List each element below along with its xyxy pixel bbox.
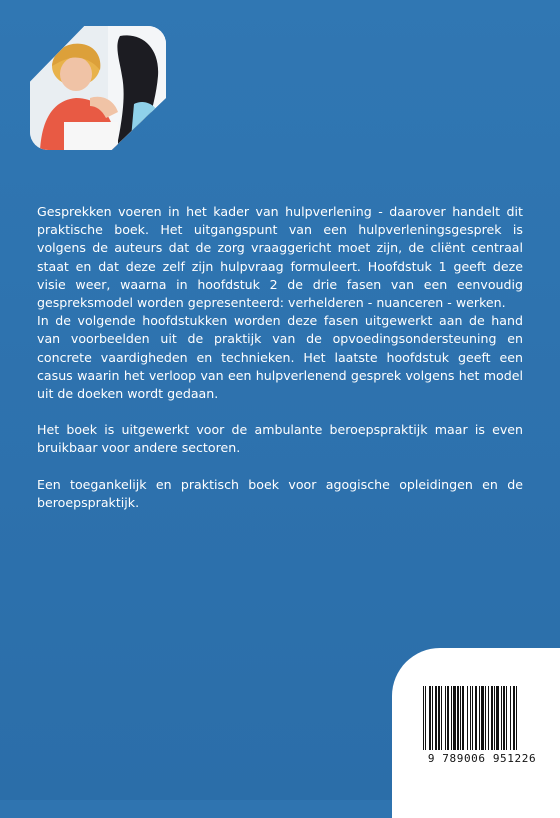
author-photo — [30, 26, 166, 150]
barcode-bar — [447, 686, 449, 750]
barcode-bar — [501, 686, 502, 750]
barcode-bar — [451, 686, 452, 750]
barcode-bar — [432, 686, 433, 750]
barcode-bar — [475, 686, 477, 750]
barcode-bar — [470, 686, 471, 750]
paragraph-1: Gesprekken voeren in het kader van hulpverlening - daarover handelt dit praktische boek. Het uitgangspunt van een hulpverleningsgesprek is volgens de auteurs dat de zorg vraaggericht moet zijn, de cliënt centraal staat en dat deze zelf zijn hulpvraag formuleert. Hoofdstuk 1 geeft deze visie weer, waarna in hoofdstuk 2 de drie fasen van een eenvoudig gespreksmodel worden gepresenteerd: verhelderen - nuanceren - werken. — [37, 204, 523, 311]
isbn-barcode — [422, 686, 550, 750]
barcode-bar — [513, 686, 515, 750]
barcode-bar — [425, 686, 426, 750]
barcode-bar — [488, 686, 489, 750]
barcode-bar — [496, 686, 499, 750]
barcode-bar — [491, 686, 493, 750]
paragraph-3: Het boek is uitgewerkt voor de ambulante beroepspraktijk maar is even bruikbaar voor andere sectoren. — [37, 422, 523, 456]
barcode-bar — [506, 686, 507, 750]
barcode-bar — [453, 686, 456, 750]
paragraph-4: Een toegankelijk en praktisch boek voor agogische opleidingen en de beroepspraktijk. — [37, 476, 523, 510]
paragraph-2: In de volgende hoofdstukken worden deze fasen uitgewerkt aan de hand van voorbeelden uit de praktijk van de opvoedingsondersteuning en concrete vaardigheden en technieken. Het laatste hoofdstuk geeft een casus waarin het verloop van een hulpverlenend gesprek volgens het model uit de doeken wordt gedaan. — [37, 313, 523, 402]
barcode-bar — [472, 686, 473, 750]
barcode-bar — [479, 686, 480, 750]
blurb-text — [37, 203, 523, 512]
barcode-bar — [441, 686, 442, 750]
barcode-bar — [516, 686, 517, 750]
barcode-bar — [423, 686, 424, 750]
barcode-bar — [494, 686, 495, 750]
barcode-bar — [485, 686, 486, 750]
barcode-bar — [467, 686, 468, 750]
barcode-bar — [429, 686, 431, 750]
barcode-bar — [438, 686, 440, 750]
isbn-digits: 9 789006 951226 — [427, 752, 537, 765]
barcode-bar — [460, 686, 461, 750]
barcode-bar — [503, 686, 505, 750]
barcode-bar — [445, 686, 446, 750]
barcode-bar — [481, 686, 484, 750]
barcode-bar — [457, 686, 459, 750]
barcode-bar — [462, 686, 464, 750]
barcode-bar — [510, 686, 511, 750]
barcode-bar — [435, 686, 437, 750]
